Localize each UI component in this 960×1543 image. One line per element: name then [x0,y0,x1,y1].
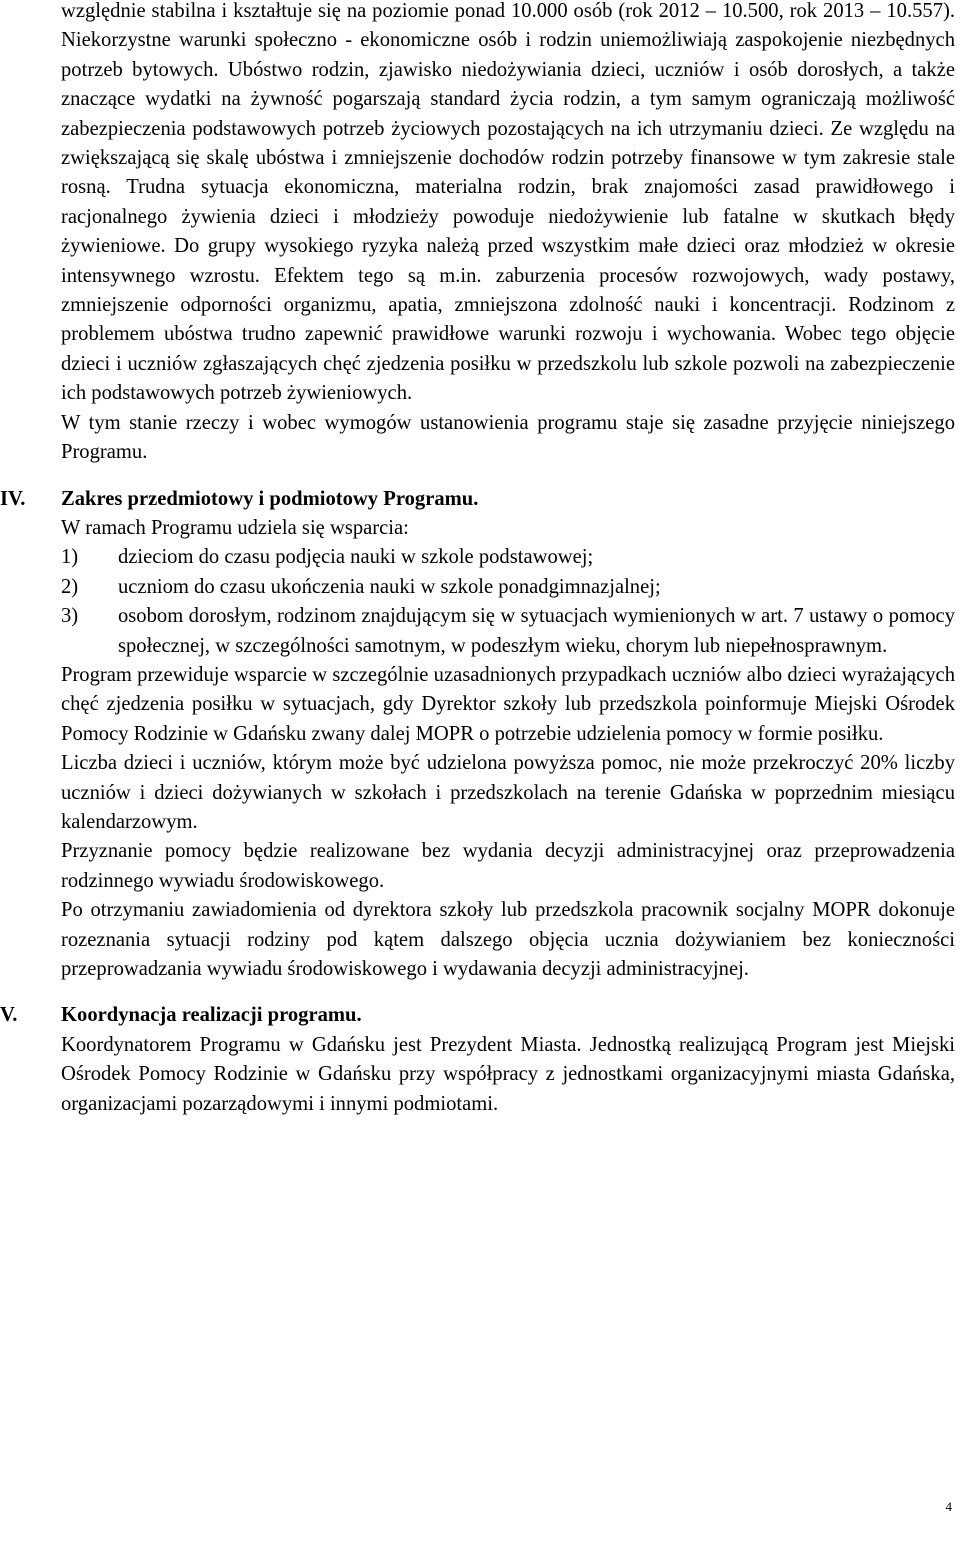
section-title: Koordynacja realizacji programu. [61,1004,362,1027]
list-item-number: 1) [61,546,79,569]
list-item [61,543,955,572]
paragraph: względnie stabilna i kształtuje się na poziomie ponad 10.000 osób (rok 2012 – 10.500, rok 2013 – 10.557). Niekorzystne warunki społeczno - ekonomiczne osób i rodzin uniemożliwiają zaspokojenie niezbędnych potrzeb bytowych. Ubóstwo rodzin, zjawisko niedożywiania dzieci, uczniów i osób dorosłych, a także znaczące wydatki na żywność pogarszają standard życia rodzin, a tym samym ograniczają możliwość zabezpieczenia podstawowych potrzeb życiowych pozostających na ich utrzymaniu dzieci. Ze względu na zwiększającą się skalę ubóstwa i zmniejszenie dochodów rodzin potrzeby finansowe w tym zakresie stale rosną. Trudna sytuacja ekonomiczna, materialna rodzin, brak znajomości zasad prawidłowego i racjonalnego żywienia dzieci i młodzieży powoduje niedożywienie lub fatalne w skutkach błędy żywieniowe. Do grupy wysokiego ryzyka należą przed wszystkim małe dzieci oraz młodzież w okresie intensywnego wzrostu. Efektem tego są m.in. zaburzenia procesów rozwojowych, wady postawy, zmniejszenie odporności organizmu, apatia, zmniejszona zdolność nauki i koncentracji. Rodzinom z problemem ubóstwa trudno zapewnić prawidłowe warunki rozwoju i wychowania. Wobec tego objęcie dzieci i uczniów zgłaszających chęć zjedzenia posiłku w przedszkolu lub szkole pozwoli na zabezpieczenie ich podstawowych potrzeb żywieniowych. [61,0,955,405]
paragraph: Przyznanie pomocy będzie realizowane bez wydania decyzji administracyjnej oraz przeprowadzenia rodzinnego wywiadu środowiskowego. [61,840,955,892]
list-item-text: dzieciom do czasu podjęcia nauki w szkole podstawowej; [118,546,594,569]
list-item [61,602,955,661]
section-number: IV. [0,487,26,510]
list-item [61,573,955,602]
section-v [0,1001,955,1119]
support-list [61,543,955,661]
paragraph: Koordynatorem Programu w Gdańsku jest Prezydent Miasta. Jednostką realizującą Program jest Miejski Ośrodek Pomocy Rodzinie w Gdańsku przy współpracy z jednostkami organizacyjnymi miasta Gdańska, organizacjami pozarządowymi i innymi podmiotami. [61,1033,955,1115]
list-item-text: osobom dorosłym, rodzinom znajdującym się w sytuacjach wymienionych w art. 7 ustawy o pomocy społecznej, w szczególności samotnym, w podeszłym wieku, chorym lub niepełnosprawnym. [118,605,955,657]
list-item-number: 3) [61,605,79,628]
paragraph: W tym stanie rzeczy i wobec wymogów ustanowienia programu staje się zasadne przyjęcie niniejszego Programu. [61,411,955,464]
intro-block [61,0,955,468]
paragraph: Liczba dzieci i uczniów, którym może być udzielona powyższa pomoc, nie może przekroczyć 20% liczby uczniów i dzieci dożywianych w szkołach i przedszkolach na terenie Gdańska w poprzednim miesiącu kalendarzowym. [61,752,955,833]
section-iv [0,485,955,985]
list-item-number: 2) [61,575,79,598]
list-item-text: uczniom do czasu ukończenia nauki w szkole ponadgimnazjalnej; [118,575,661,598]
page-number: 4 [945,1499,952,1514]
paragraph: Program przewiduje wsparcie w szczególnie uzasadnionych przypadkach uczniów albo dzieci wyrażających chęć zjedzenia posiłku w sytuacjach, gdy Dyrektor szkoły lub przedszkola poinformuje Miejski Ośrodek Pomocy Rodzinie w Gdańsku zwany dalej MOPR o potrzebie udzielenia pomocy w formie posiłku. [61,663,955,745]
section-lead: W ramach Programu udziela się wsparcia: [61,516,409,539]
paragraph: Po otrzymaniu zawiadomienia od dyrektora szkoły lub przedszkola pracownik socjalny MOPR dokonuje rozeznania sytuacji rodziny pod kątem dalszego objęcia ucznia dożywianiem bez konieczności przeprowadzania wywiadu środowiskowego i wydawania decyzji administracyjnej. [61,899,955,980]
section-number: V. [0,1004,18,1027]
section-title: Zakres przedmiotowy i podmiotowy Programu. [61,487,479,510]
